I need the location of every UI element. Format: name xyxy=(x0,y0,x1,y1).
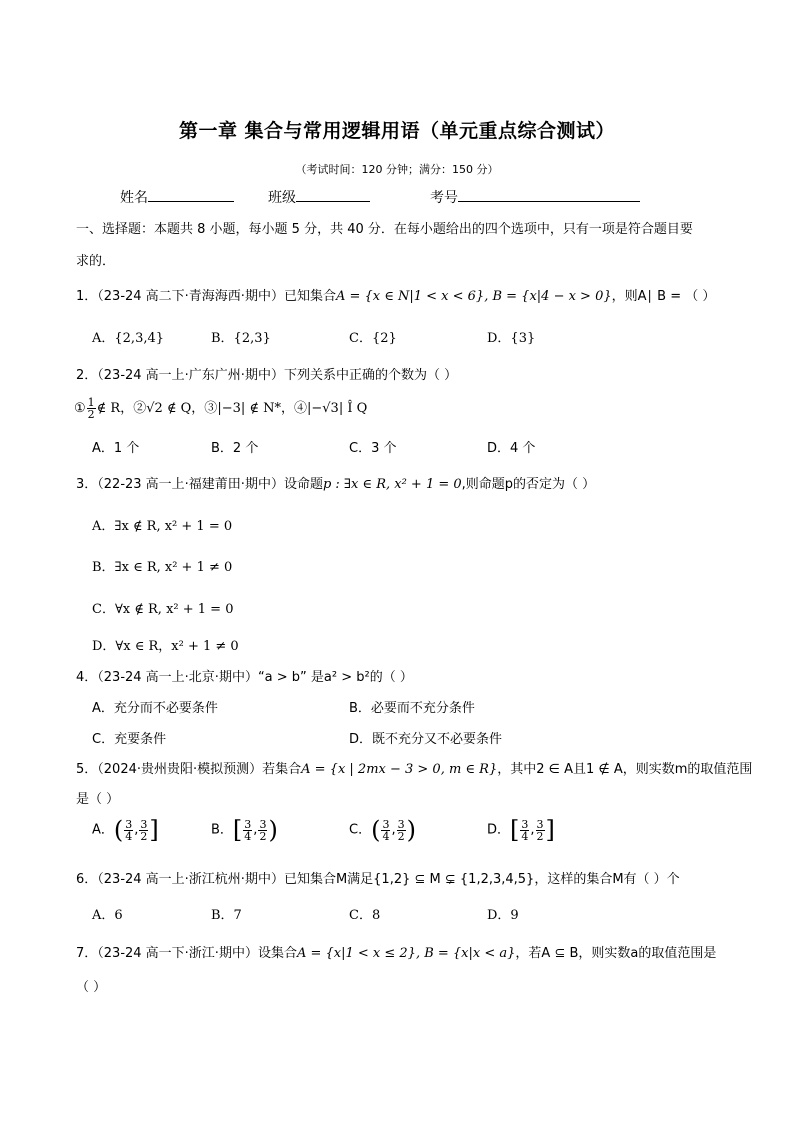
page-title: 第一章 集合与常用逻辑用语（单元重点综合测试） xyxy=(178,120,616,142)
q3-option-d[interactable]: D．∀x ∈ R，x² + 1 ≠ 0 xyxy=(92,639,239,654)
q3-option-c[interactable]: C．∀x ∉ R, x² + 1 = 0 xyxy=(92,602,234,617)
q4-option-b[interactable]: B．必要而不充分条件 xyxy=(349,701,475,716)
q5-option-d[interactable]: D．[ $\frac{3}{4}$ , $\frac{3}{2}$ ] xyxy=(487,816,555,844)
question-4: 4．（23-24 高一上·北京·期中）“a > b” 是a² > b²的（ ） xyxy=(76,670,413,685)
math-expression: A = {x|1 < x ≤ 2}, B = {x|x < a} xyxy=(296,946,516,961)
question-5: 5．（2024·贵州贵阳·模拟预测）若集合A = {x | 2mx − 3 > 0, m ∈ R}，其中2 ∈ A且1 ∉ A，则实数m的取值范围 xyxy=(76,762,753,777)
question-7: 7．（23-24 高一下·浙江·期中）设集合A = {x|1 < x ≤ 2}, B = {x|x < a}，若A ⊆ B，则实数a的取值范围是 xyxy=(76,946,717,961)
question-2: 2．（23-24 高一上·广东广州·期中）下列关系中正确的个数为（ ） xyxy=(76,368,458,383)
q5-option-b[interactable]: B．[ $\frac{3}{4}$ , $\frac{3}{2}$ ) xyxy=(211,816,278,844)
section-heading-line2: 求的． xyxy=(76,254,116,269)
math-expression: A = {x ∈ N|1 < x < 6}, B = {x|4 − x > 0} xyxy=(335,289,612,304)
question-2-items: ① $\frac{1}{2}$ ∉ R，②√2 ∉ Q，③|−3| ∉ N*，④|−√3| Î Q xyxy=(74,396,368,421)
q5-option-c[interactable]: C．( $\frac{3}{4}$ , $\frac{3}{2}$ ) xyxy=(349,816,416,844)
section-heading-line1: 一、选择题：本题共 8 小题，每小题 5 分，共 40 分．在每小题给出的四个选项中，只有一项是符合题目要 xyxy=(76,222,693,237)
question-5-line2: 是（ ） xyxy=(76,792,120,807)
id-label: 考号 xyxy=(430,190,458,206)
fraction: $\frac{1}{2}$ xyxy=(87,396,95,421)
id-field[interactable] xyxy=(430,187,640,207)
q1-option-d[interactable]: D．{3} xyxy=(487,331,536,346)
q4-option-c[interactable]: C．充要条件 xyxy=(92,732,167,747)
question-1 xyxy=(76,285,715,304)
name-field[interactable] xyxy=(120,187,234,207)
q2-option-c[interactable]: C．3 个 xyxy=(349,441,397,456)
q6-option-d[interactable]: D．9 xyxy=(487,908,519,923)
math-expression: p : ∃x ∈ R, x² + 1 = 0 xyxy=(322,477,462,492)
exam-info: （考试时间：120 分钟；满分：150 分） xyxy=(295,163,499,176)
class-field[interactable] xyxy=(268,187,370,207)
q2-option-b[interactable]: B．2 个 xyxy=(211,441,259,456)
q3-option-b[interactable]: B．∃x ∈ R, x² + 1 ≠ 0 xyxy=(92,560,233,575)
question-7-line2: （ ） xyxy=(76,980,107,995)
q6-option-a[interactable]: A．6 xyxy=(92,908,123,923)
q2-option-d[interactable]: D．4 个 xyxy=(487,441,536,456)
class-label: 班级 xyxy=(268,190,296,206)
q2-option-a[interactable]: A．1 个 xyxy=(92,441,140,456)
question-6: 6．（23-24 高一上·浙江杭州·期中）已知集合M满足{1,2} ⊆ M ⊊ {1,2,3,4,5}，这样的集合M有（ ）个 xyxy=(76,872,680,887)
q1-option-a[interactable]: A．{2,3,4} xyxy=(92,331,165,346)
question-text: ，则A∣ B = （ ） xyxy=(611,289,716,304)
q3-option-a[interactable]: A．∃x ∉ R, x² + 1 = 0 xyxy=(92,519,233,534)
q1-option-c[interactable]: C．{2} xyxy=(349,331,397,346)
q6-option-b[interactable]: B．7 xyxy=(211,908,242,923)
q4-option-a[interactable]: A．充分而不必要条件 xyxy=(92,701,218,716)
question-3: 3．（22-23 高一上·福建莆田·期中）设命题p : ∃x ∈ R, x² + 1 = 0,则命题p的否定为（ ） xyxy=(76,477,596,492)
q4-option-d[interactable]: D．既不充分又不必要条件 xyxy=(349,732,503,747)
q5-option-a[interactable]: A．( $\frac{3}{4}$ , $\frac{3}{2}$ ] xyxy=(92,816,159,844)
q6-option-c[interactable]: C．8 xyxy=(349,908,381,923)
q1-option-b[interactable]: B．{2,3} xyxy=(211,331,271,346)
math-expression: A = {x | 2mx − 3 > 0, m ∈ R} xyxy=(301,762,498,777)
name-label: 姓名 xyxy=(120,190,148,206)
question-text: 1．（23-24 高二下·青海海西·期中）已知集合 xyxy=(76,289,336,304)
